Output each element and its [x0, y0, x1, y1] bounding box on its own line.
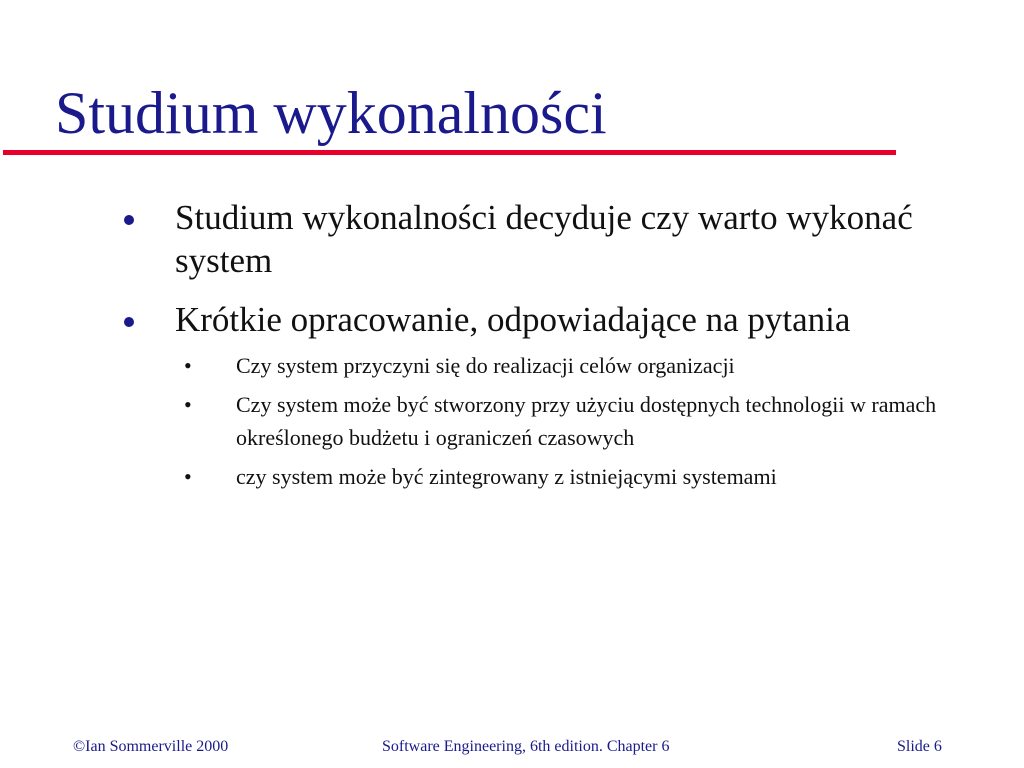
sub-bullet-item	[184, 388, 956, 454]
sub-bullet-text: Czy system przyczyni się do realizacji celów organizacji	[236, 353, 735, 378]
slide-title: Studium wykonalności	[55, 80, 607, 146]
bullet-item	[175, 196, 965, 282]
sub-bullet-marker: •	[184, 353, 192, 378]
footer-copyright: ©Ian Sommerville 2000	[73, 738, 229, 755]
bullet-dot-icon	[124, 215, 134, 225]
footer-book-title: Software Engineering, 6th edition. Chapter 6	[382, 738, 670, 755]
sub-bullet-marker: •	[184, 392, 192, 417]
sub-bullet-item	[184, 460, 956, 493]
bullet-text: Studium wykonalności decyduje czy warto wykonać system	[175, 198, 913, 280]
sub-bullet-item	[184, 349, 956, 382]
footer-slide-number: Slide 6	[897, 738, 942, 755]
bullet-item	[175, 298, 965, 341]
bullet-list	[0, 196, 1024, 499]
sub-bullet-text: czy system może być zintegrowany z istniejącymi systemami	[236, 464, 777, 489]
bullet-text: Krótkie opracowanie, odpowiadające na pytania	[175, 300, 851, 339]
title-underline	[3, 150, 896, 155]
bullet-dot-icon	[124, 317, 134, 327]
sub-bullet-text: Czy system może być stworzony przy użyciu dostępnych technologii w ramach określonego budżetu i ograniczeń czasowych	[236, 392, 937, 450]
sub-bullet-marker: •	[184, 464, 192, 489]
